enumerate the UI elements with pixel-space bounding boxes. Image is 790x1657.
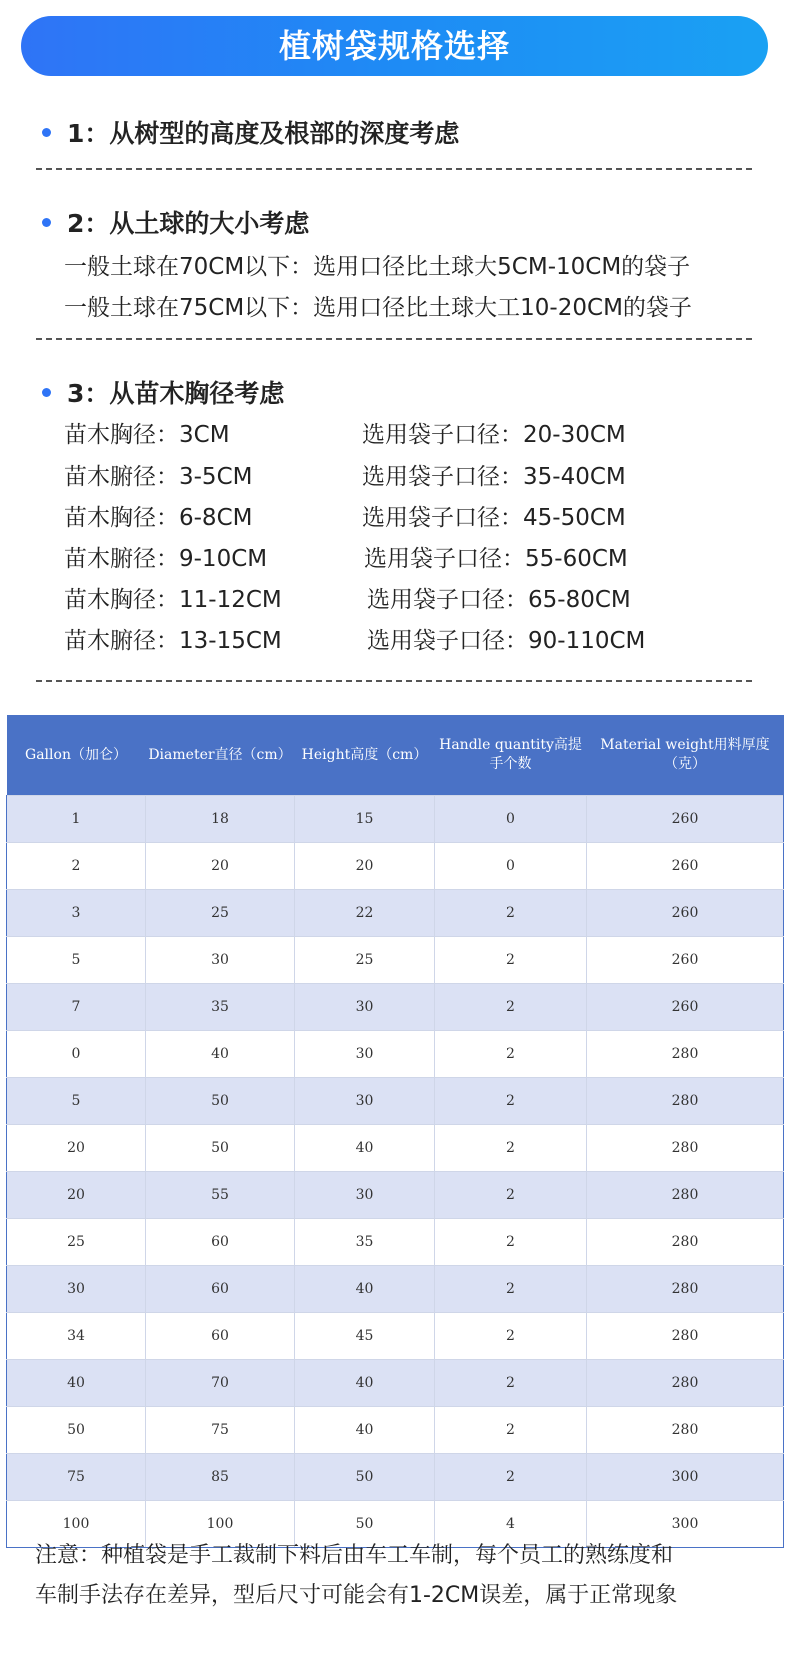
cell-handle-quantity: 2 xyxy=(435,984,587,1031)
cell-gallon: 1 xyxy=(7,796,146,843)
cell-diameter: 35 xyxy=(146,984,295,1031)
table-row xyxy=(7,1313,784,1360)
spec-bag-diameter: 选用袋子口径：55-60CM xyxy=(364,546,628,572)
table-row xyxy=(7,1078,784,1125)
cell-height: 50 xyxy=(295,1454,435,1501)
table-row xyxy=(7,843,784,890)
cell-height: 20 xyxy=(295,843,435,890)
cell-diameter: 85 xyxy=(146,1454,295,1501)
cell-handle-quantity: 2 xyxy=(435,890,587,937)
cell-gallon: 0 xyxy=(7,1031,146,1078)
cell-gallon: 20 xyxy=(7,1125,146,1172)
table-row xyxy=(7,1219,784,1266)
cell-diameter: 50 xyxy=(146,1078,295,1125)
cell-material-weight: 280 xyxy=(587,1172,784,1219)
cell-handle-quantity: 0 xyxy=(435,843,587,890)
spec-bag-diameter: 选用袋子口径：20-30CM xyxy=(362,422,626,448)
section-2-line: 一般土球在75CM以下：选用口径比土球大工10-20CM的袋子 xyxy=(64,295,692,321)
cell-handle-quantity: 0 xyxy=(435,796,587,843)
cell-material-weight: 260 xyxy=(587,890,784,937)
cell-gallon: 50 xyxy=(7,1407,146,1454)
cell-diameter: 100 xyxy=(146,1501,295,1548)
cell-diameter: 20 xyxy=(146,843,295,890)
cell-gallon: 5 xyxy=(7,937,146,984)
spec-trunk-diameter: 苗木腑径：3-5CM xyxy=(64,464,253,490)
cell-gallon: 20 xyxy=(7,1172,146,1219)
header-gallon: Gallon（加仑） xyxy=(7,715,146,796)
table-row xyxy=(7,937,784,984)
table-row xyxy=(7,984,784,1031)
table-row xyxy=(7,1407,784,1454)
cell-height: 40 xyxy=(295,1360,435,1407)
cell-height: 30 xyxy=(295,984,435,1031)
note-line: 注意：种植袋是手工裁制下料后由车工车制，每个员工的熟练度和 xyxy=(35,1543,674,1568)
table-row xyxy=(7,796,784,843)
cell-gallon: 75 xyxy=(7,1454,146,1501)
cell-height: 30 xyxy=(295,1031,435,1078)
cell-material-weight: 260 xyxy=(587,796,784,843)
cell-material-weight: 280 xyxy=(587,1407,784,1454)
cell-handle-quantity: 2 xyxy=(435,1219,587,1266)
cell-gallon: 5 xyxy=(7,1078,146,1125)
cell-gallon: 7 xyxy=(7,984,146,1031)
spec-bag-diameter: 选用袋子口径：90-110CM xyxy=(367,628,646,654)
cell-height: 35 xyxy=(295,1219,435,1266)
spec-trunk-diameter: 苗木腑径：9-10CM xyxy=(64,546,268,572)
divider xyxy=(36,338,752,340)
divider xyxy=(36,168,752,170)
spec-table xyxy=(6,715,784,1548)
cell-height: 45 xyxy=(295,1313,435,1360)
spec-trunk-diameter: 苗木腑径：13-15CM xyxy=(64,628,282,654)
cell-diameter: 60 xyxy=(146,1266,295,1313)
cell-handle-quantity: 2 xyxy=(435,1078,587,1125)
cell-material-weight: 280 xyxy=(587,1125,784,1172)
cell-handle-quantity: 4 xyxy=(435,1501,587,1548)
cell-height: 40 xyxy=(295,1125,435,1172)
cell-material-weight: 260 xyxy=(587,843,784,890)
table-header-row xyxy=(7,715,784,796)
cell-height: 22 xyxy=(295,890,435,937)
cell-material-weight: 300 xyxy=(587,1454,784,1501)
cell-material-weight: 280 xyxy=(587,1266,784,1313)
cell-gallon: 30 xyxy=(7,1266,146,1313)
cell-height: 15 xyxy=(295,796,435,843)
spec-bag-diameter: 选用袋子口径：65-80CM xyxy=(367,587,631,613)
cell-diameter: 60 xyxy=(146,1313,295,1360)
cell-diameter: 40 xyxy=(146,1031,295,1078)
bullet-icon xyxy=(42,218,51,227)
cell-handle-quantity: 2 xyxy=(435,937,587,984)
cell-material-weight: 280 xyxy=(587,1219,784,1266)
cell-handle-quantity: 2 xyxy=(435,1454,587,1501)
cell-gallon: 34 xyxy=(7,1313,146,1360)
divider xyxy=(36,680,752,682)
section-2-line: 一般土球在70CM以下：选用口径比土球大5CM-10CM的袋子 xyxy=(64,254,691,280)
spec-trunk-diameter: 苗木胸径：6-8CM xyxy=(64,505,253,531)
header-height: Height高度（cm） xyxy=(295,715,435,796)
cell-height: 50 xyxy=(295,1501,435,1548)
table-row xyxy=(7,1125,784,1172)
cell-handle-quantity: 2 xyxy=(435,1407,587,1454)
cell-handle-quantity: 2 xyxy=(435,1172,587,1219)
table-row xyxy=(7,1360,784,1407)
cell-gallon: 100 xyxy=(7,1501,146,1548)
cell-material-weight: 260 xyxy=(587,984,784,1031)
cell-diameter: 60 xyxy=(146,1219,295,1266)
section-1-heading-text: 1：从树型的高度及根部的深度考虑 xyxy=(67,119,460,148)
cell-diameter: 25 xyxy=(146,890,295,937)
section-1-heading xyxy=(42,114,459,150)
table-row xyxy=(7,1172,784,1219)
cell-material-weight: 280 xyxy=(587,1360,784,1407)
header-diameter: Diameter直径（cm） xyxy=(146,715,295,796)
cell-diameter: 18 xyxy=(146,796,295,843)
cell-gallon: 3 xyxy=(7,890,146,937)
table-row xyxy=(7,890,784,937)
spec-bag-diameter: 选用袋子口径：45-50CM xyxy=(362,505,626,531)
cell-handle-quantity: 2 xyxy=(435,1313,587,1360)
cell-material-weight: 300 xyxy=(587,1501,784,1548)
section-3-heading xyxy=(42,374,284,410)
cell-height: 25 xyxy=(295,937,435,984)
cell-material-weight: 280 xyxy=(587,1031,784,1078)
cell-handle-quantity: 2 xyxy=(435,1031,587,1078)
cell-material-weight: 280 xyxy=(587,1078,784,1125)
cell-height: 40 xyxy=(295,1407,435,1454)
cell-material-weight: 280 xyxy=(587,1313,784,1360)
cell-height: 30 xyxy=(295,1078,435,1125)
section-3-heading-text: 3：从苗木胸径考虑 xyxy=(67,379,285,408)
section-2-heading-text: 2：从土球的大小考虑 xyxy=(67,209,310,238)
header-material-weight: Material weight用料厚度（克） xyxy=(587,715,784,796)
cell-diameter: 50 xyxy=(146,1125,295,1172)
note-line: 车制手法存在差异，型后尺寸可能会有1-2CM误差，属于正常现象 xyxy=(35,1583,678,1608)
table-row xyxy=(7,1266,784,1313)
cell-gallon: 40 xyxy=(7,1360,146,1407)
bullet-icon xyxy=(42,128,51,137)
cell-handle-quantity: 2 xyxy=(435,1125,587,1172)
page-title: 植树袋规格选择 xyxy=(21,16,768,76)
cell-diameter: 55 xyxy=(146,1172,295,1219)
cell-height: 30 xyxy=(295,1172,435,1219)
header-handle-quantity: Handle quantity高提手个数 xyxy=(435,715,587,796)
spec-trunk-diameter: 苗木胸径：3CM xyxy=(64,422,230,448)
section-2-heading xyxy=(42,204,309,240)
cell-diameter: 75 xyxy=(146,1407,295,1454)
cell-diameter: 30 xyxy=(146,937,295,984)
cell-gallon: 25 xyxy=(7,1219,146,1266)
spec-bag-diameter: 选用袋子口径：35-40CM xyxy=(362,464,626,490)
cell-material-weight: 260 xyxy=(587,937,784,984)
cell-height: 40 xyxy=(295,1266,435,1313)
table-row xyxy=(7,1031,784,1078)
cell-diameter: 70 xyxy=(146,1360,295,1407)
cell-gallon: 2 xyxy=(7,843,146,890)
cell-handle-quantity: 2 xyxy=(435,1266,587,1313)
spec-trunk-diameter: 苗木胸径：11-12CM xyxy=(64,587,282,613)
table-row xyxy=(7,1454,784,1501)
bullet-icon xyxy=(42,388,51,397)
cell-handle-quantity: 2 xyxy=(435,1360,587,1407)
